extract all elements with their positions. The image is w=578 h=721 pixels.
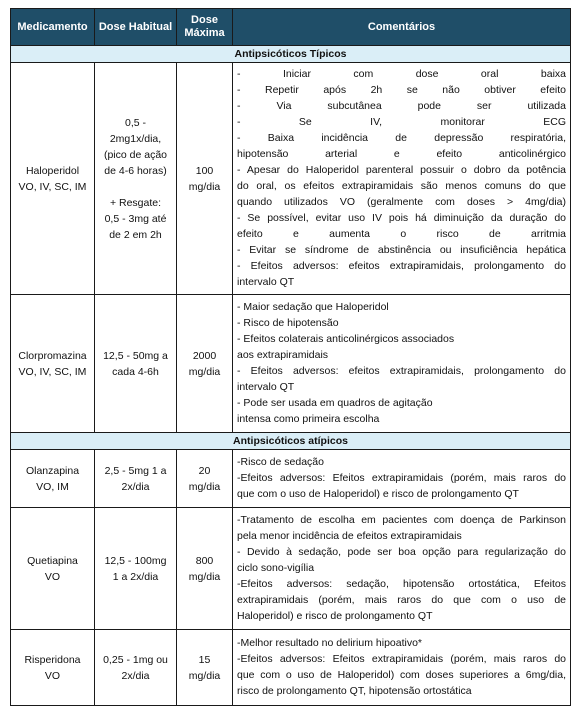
max-dose-value: 100 xyxy=(195,164,214,177)
max-dose-cell xyxy=(177,450,233,508)
comment-line: Haloperidol) e risco de prolongamento QT xyxy=(237,610,433,622)
max-dose-value: 800 xyxy=(195,554,214,567)
comment-line: -Risco de sedação xyxy=(237,456,324,468)
table-row xyxy=(11,508,571,630)
comment-line: intensa como primeira escolha xyxy=(237,413,380,425)
medication-route: VO xyxy=(44,669,61,682)
table-row xyxy=(11,450,571,508)
comment-line: pela menor incidência de efeitos extrapiramidais xyxy=(237,530,462,542)
comment-line: -Efeitos adversos: Efeitos extrapiramidais (porém, mais raros do xyxy=(237,653,566,665)
header-dose-maxima-line1: Dose xyxy=(191,14,218,26)
usual-dose-cell xyxy=(95,450,177,508)
max-dose-value: 15 xyxy=(198,653,211,666)
comment-line: - Devido à sedação, pode ser boa opção para regularização do xyxy=(237,546,566,558)
comment-line: que com o uso de Haloperidol) e risco de prolongamento QT xyxy=(237,488,519,500)
medication-route: VO, IV, SC, IM xyxy=(18,365,87,378)
medication-name: Olanzapina xyxy=(25,464,80,477)
max-dose-cell xyxy=(177,63,233,295)
medication-name: Clorpromazina xyxy=(18,349,87,362)
max-dose-unit: mg/dia xyxy=(188,669,221,682)
comment-line: - Evitar se síndrome de abstinência ou insuficiência hepática xyxy=(237,244,566,256)
table-row xyxy=(11,630,571,706)
max-dose-unit: mg/dia xyxy=(188,180,221,193)
usual-dose-line: 0,5 - 3mg até xyxy=(104,212,167,225)
comment-line: - Via subcutânea pode ser utilizada xyxy=(237,100,566,112)
comment-line: hipotensão arterial e efeito anticolinérgico xyxy=(237,148,566,160)
usual-dose-cell xyxy=(95,630,177,706)
usual-dose-cell xyxy=(95,508,177,630)
section-row-atypical xyxy=(11,433,571,450)
comment-line: risco de prolongamento QT, hipotensão ortostática xyxy=(237,685,472,697)
antipsychotics-table xyxy=(10,8,571,706)
max-dose-unit: mg/dia xyxy=(188,480,221,493)
comment-line: - Efeitos adversos: efeitos extrapiramidais, prolongamento do xyxy=(237,260,566,272)
table-row xyxy=(11,295,571,433)
medication-cell xyxy=(11,630,95,706)
comments-cell xyxy=(233,630,571,706)
max-dose-cell xyxy=(177,508,233,630)
medication-cell xyxy=(11,63,95,295)
max-dose-value: 2000 xyxy=(192,349,217,362)
comment-line: - Repetir após 2h se não obtiver efeito xyxy=(237,84,566,96)
header-dose-habitual: Dose Habitual xyxy=(95,9,177,46)
medication-cell xyxy=(11,508,95,630)
max-dose-cell xyxy=(177,295,233,433)
comment-line: -Melhor resultado no delirium hipoativo* xyxy=(237,637,423,649)
comment-line: aos extrapiramidais xyxy=(237,349,329,361)
max-dose-unit: mg/dia xyxy=(188,570,221,583)
comment-line: -Efeitos adversos: sedação, hipotensão ortostática, Efeitos xyxy=(237,578,566,590)
max-dose-unit: mg/dia xyxy=(188,365,221,378)
comment-line: - Apesar do Haloperidol parenteral possuir o dobro da potência xyxy=(237,164,566,176)
comment-line: -Efeitos adversos: Efeitos extrapiramidais (porém, mais raros do xyxy=(237,472,566,484)
table-header-row xyxy=(11,9,571,46)
comment-line: intervalo QT xyxy=(237,381,295,393)
usual-dose-line: 12,5 - 100mg xyxy=(104,554,167,567)
usual-dose-line: 2mg1x/dia, xyxy=(109,132,162,145)
usual-dose-spacer xyxy=(98,179,173,195)
comment-line: - Baixa incidência de depressão respiratória, xyxy=(237,132,566,144)
comment-line: que com o uso de Haloperidol) com doses superiores a 6mg/dia, xyxy=(237,669,566,681)
medication-route: VO, IV, SC, IM xyxy=(18,180,87,193)
comment-line: do oral, os efeitos extrapiramidais são menos comuns do que xyxy=(237,180,566,192)
usual-dose-line: de 4-6 horas) xyxy=(104,164,167,177)
comments-cell xyxy=(233,508,571,630)
section-row-typical xyxy=(11,46,571,63)
comment-line: quando utilizados VO (geralmente com doses > 4mg/dia) xyxy=(237,196,566,208)
medication-table-container xyxy=(10,8,570,706)
header-dose-maxima-line2: Máxima xyxy=(184,27,225,39)
max-dose-value: 20 xyxy=(198,464,211,477)
comment-line: - Risco de hipotensão xyxy=(237,317,339,329)
usual-dose-line: 12,5 - 50mg a xyxy=(103,349,168,362)
medication-cell xyxy=(11,295,95,433)
comment-line: -Tratamento de escolha em pacientes com doença de Parkinson xyxy=(237,514,566,526)
comment-line: - Pode ser usada em quadros de agitação xyxy=(237,397,433,409)
table-row xyxy=(11,63,571,295)
usual-dose-line: 1 a 2x/dia xyxy=(112,570,159,583)
usual-dose-line: 2x/dia xyxy=(121,480,150,493)
medication-name: Quetiapina xyxy=(27,554,78,567)
usual-dose-cell xyxy=(95,63,177,295)
section-title-typical: Antipsicóticos Típicos xyxy=(11,46,571,63)
medication-cell xyxy=(11,450,95,508)
comment-line: - Iniciar com dose oral baixa xyxy=(237,68,566,80)
medication-name: Haloperidol xyxy=(25,164,80,177)
usual-dose-line: + Resgate: xyxy=(109,196,162,209)
comment-line: - Maior sedação que Haloperidol xyxy=(237,301,389,313)
usual-dose-line: cada 4-6h xyxy=(112,365,159,378)
comments-cell xyxy=(233,295,571,433)
usual-dose-line: 2,5 - 5mg 1 a xyxy=(104,464,167,477)
comments-cell xyxy=(233,450,571,508)
medication-route: VO xyxy=(44,570,61,583)
medication-route: VO, IM xyxy=(36,480,69,493)
comment-line: - Se possível, evitar uso IV pois há diminuição da duração do xyxy=(237,212,566,224)
usual-dose-line: 2x/dia xyxy=(121,669,150,682)
section-title-atypical: Antipsicóticos atípicos xyxy=(11,433,571,450)
medication-name: Risperidona xyxy=(24,653,81,666)
header-dose-maxima xyxy=(177,9,233,46)
usual-dose-line: 0,25 - 1mg ou xyxy=(103,653,168,666)
comment-line: extrapiramidais (porém, mais raros do que com o uso de xyxy=(237,594,566,606)
usual-dose-line: de 2 em 2h xyxy=(109,228,162,241)
usual-dose-line: 0,5 - xyxy=(124,116,146,129)
comment-line: efeito e aumenta o risco de arritmia xyxy=(237,228,566,240)
comments-cell xyxy=(233,63,571,295)
usual-dose-cell xyxy=(95,295,177,433)
usual-dose-line: (pico de ação xyxy=(103,148,168,161)
header-comentarios: Comentários xyxy=(233,9,571,46)
comment-line: - Efeitos colaterais anticolinérgicos associados xyxy=(237,333,455,345)
comment-line: intervalo QT xyxy=(237,276,295,288)
header-medicamento: Medicamento xyxy=(11,9,95,46)
comment-line: ciclo sono-vigília xyxy=(237,562,315,574)
comment-line: - Efeitos adversos: efeitos extrapiramidais, prolongamento do xyxy=(237,365,566,377)
comment-line: - Se IV, monitorar ECG xyxy=(237,116,566,128)
max-dose-cell xyxy=(177,630,233,706)
